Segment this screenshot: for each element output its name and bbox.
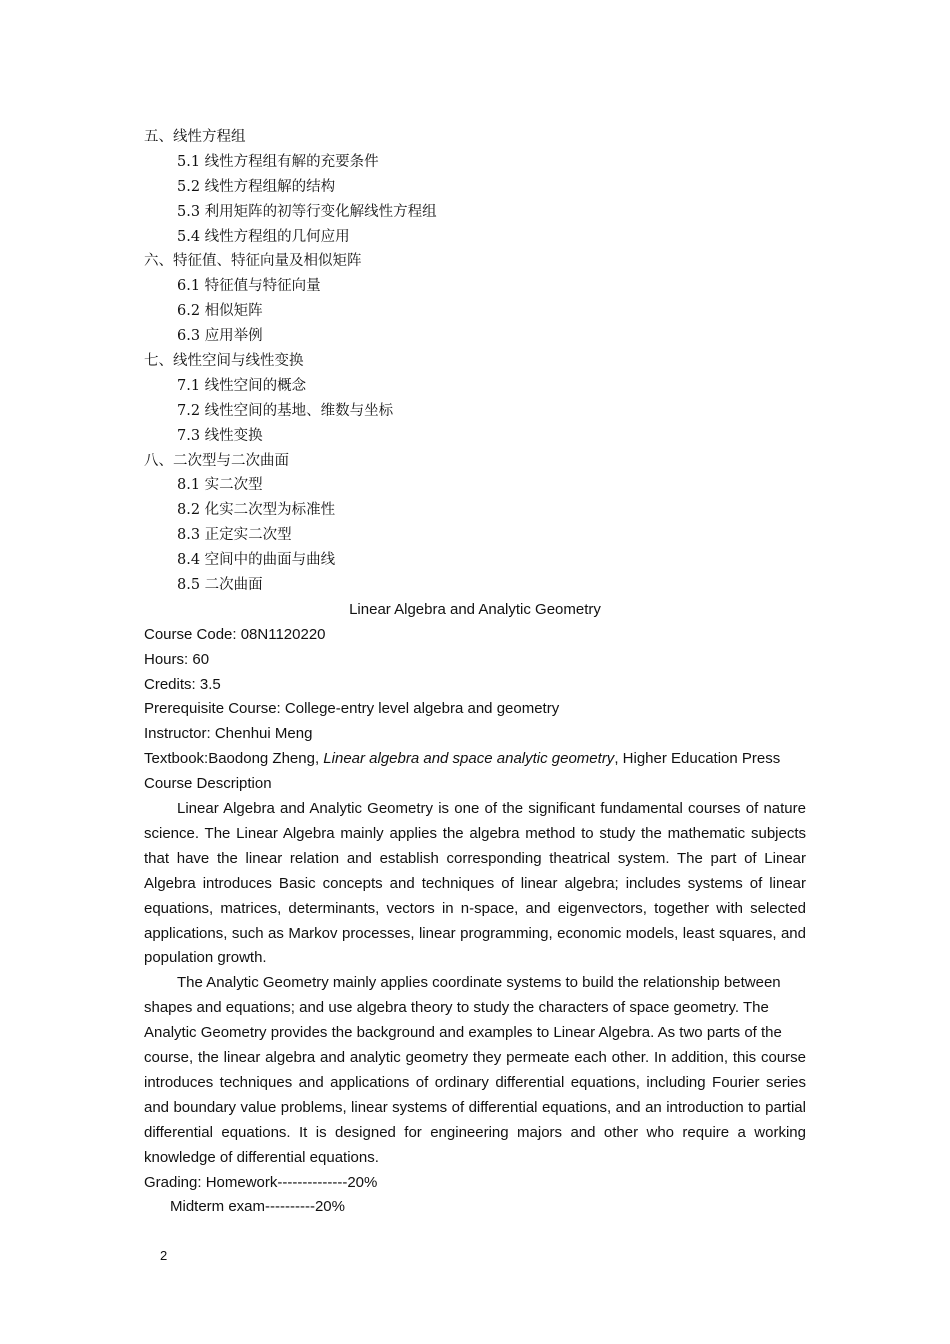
section-8-4: 8.4 空间中的曲面与曲线: [177, 552, 336, 569]
chapter-5-title: 五、线性方程组: [144, 129, 246, 145]
textbook-prefix: Textbook:Baodong Zheng,: [144, 750, 324, 768]
course-hours: Hours: 60: [144, 650, 210, 668]
section-8-5: 8.5 二次曲面: [177, 577, 263, 594]
section-5-1: 5.1 线性方程组有解的充要条件: [177, 153, 379, 170]
section-5-3: 5.3 利用矩阵的初等行变化解线性方程组: [177, 203, 437, 220]
grading-homework: Grading: Homework--------------20%: [144, 1173, 378, 1191]
course-prerequisite: Prerequisite Course: College-entry level algebra and geometry: [144, 700, 560, 718]
course-textbook: [144, 747, 806, 772]
section-7-1: 7.1 线性空间的概念: [177, 377, 307, 394]
section-8-3: 8.3 正定实二次型: [177, 527, 292, 544]
description-paragraph-1: Linear Algebra and Analytic Geometry is one of the significant fundamental courses of nature science. The Linear Algebra mainly applies the algebra method to study the mathematic subjects that have the linear relation and establish corresponding theatrical system. The part of Linear Algebra introduces Basic concepts and techniques of linear algebra; includes systems of linear equations, matrices, determinants, vectors in n-space, and eigenvectors, together with selected applications, such as Markov processes, linear programming, economic models, least squares, and population growth.: [144, 800, 806, 967]
chapter-8-title: 八、二次型与二次曲面: [144, 452, 289, 469]
section-6-1: 6.1 特征值与特征向量: [177, 278, 321, 295]
section-5-2: 5.2 线性方程组解的结构: [177, 178, 336, 195]
section-8-1: 8.1 实二次型: [177, 477, 263, 494]
chapter-7-title: 七、线性空间与线性变换: [144, 353, 304, 370]
section-6-3: 6.3 应用举例: [177, 328, 263, 345]
description-heading: Course Description: [144, 775, 272, 793]
page-content: [144, 125, 806, 1220]
paragraph-2-line-1: The Analytic Geometry mainly applies coordinate systems to build the relationship between: [177, 974, 781, 992]
section-7-2: 7.2 线性空间的基地、维数与坐标: [177, 402, 394, 419]
section-7-3: 7.3 线性变换: [177, 427, 263, 444]
paragraph-2-line-2: shapes and equations; and use algebra theory to study the characters of space geometry. The: [144, 999, 769, 1017]
section-6-2: 6.2 相似矩阵: [177, 303, 263, 320]
paragraph-2-line-3: Analytic Geometry provides the background and examples to Linear Algebra. As two parts of the: [144, 1024, 782, 1042]
course-code: Course Code: 08N1120220: [144, 625, 326, 643]
section-5-4: 5.4 线性方程组的几何应用: [177, 228, 350, 245]
course-credits: Credits: 3.5: [144, 675, 221, 693]
description-paragraph-2-rest: course, the linear algebra and analytic geometry they permeate each other. In addition, this course introduces techniques and applications of ordinary differential equations, including Fourier series and boundary value problems, linear systems of differential equations, and an introduction to partial differential equations. It is designed for engineering majors and other who require a working knowledge of differential equations.: [144, 1049, 806, 1166]
page-number: 2: [160, 1248, 168, 1263]
chapter-6-title: 六、特征值、特征向量及相似矩阵: [144, 253, 362, 270]
grading-midterm: Midterm exam----------20%: [170, 1198, 345, 1216]
textbook-title: Linear algebra and space analytic geometry: [323, 750, 615, 768]
section-8-2: 8.2 化实二次型为标准性: [177, 502, 336, 519]
course-instructor: Instructor: Chenhui Meng: [144, 725, 313, 743]
textbook-suffix: , Higher Education Press: [614, 750, 781, 768]
course-title: Linear Algebra and Analytic Geometry: [349, 600, 601, 618]
